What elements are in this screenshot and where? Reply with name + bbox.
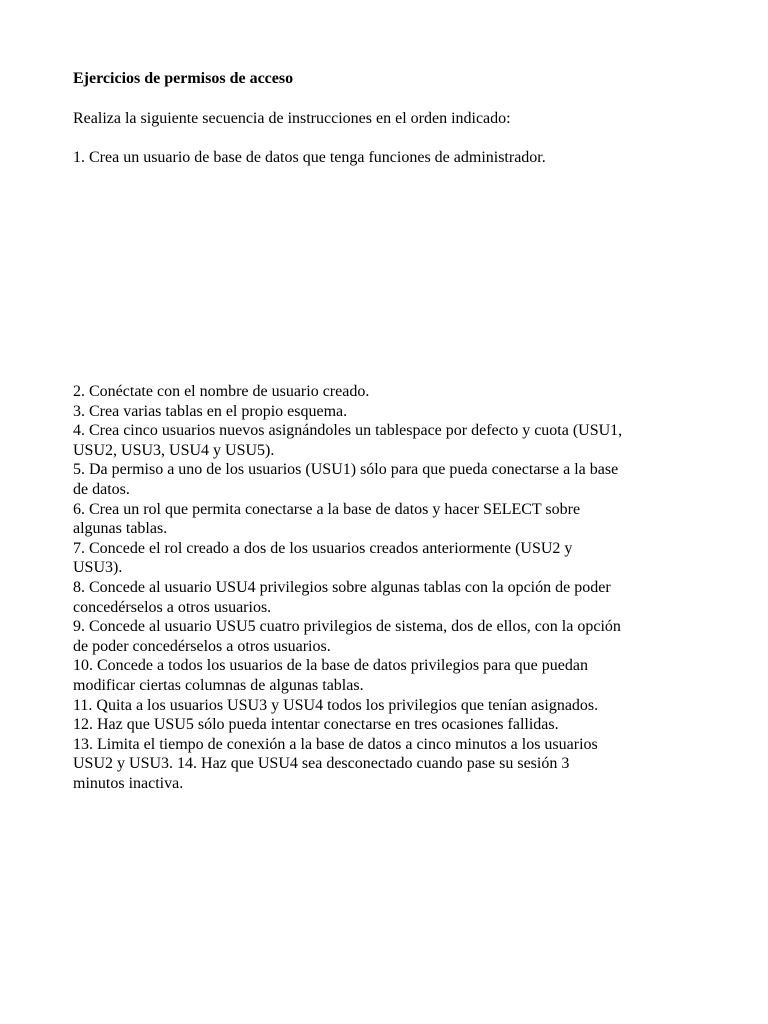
exercise-item-1: 1. Crea un usuario de base de datos que tenga funciones de administrador. [73, 149, 546, 166]
intro-paragraph: Realiza la siguiente secuencia de instrucciones en el orden indicado: [73, 110, 511, 127]
exercise-item-5: 5. Da permiso a uno de los usuarios (USU1) sólo para que pueda conectarse a la base de datos. [73, 461, 619, 498]
exercise-item-12: 12. Haz que USU5 sólo pueda intentar conectarse en tres ocasiones fallidas. [73, 716, 559, 734]
document-title: Ejercicios de permisos de acceso [73, 70, 294, 87]
exercise-item-2: 2. Conéctate con el nombre de usuario creado. [73, 383, 370, 400]
exercise-item-13-14: 13. Limita el tiempo de conexión a la base de datos a cinco minutos a los usuarios USU2 y USU3. 14. Haz que USU4 sea desconectado cuando pase su sesión 3 minutos inactiva. [73, 735, 598, 792]
exercise-item-11: 11. Quita a los usuarios USU3 y USU4 todos los privilegios que tenían asignados. [73, 696, 599, 714]
exercise-item-6: 6. Crea un rol que permita conectarse a la base de datos y hacer SELECT sobre algunas tablas. [73, 500, 581, 538]
exercise-item-7: 7. Concede el rol creado a dos de los usuarios creados anteriormente (USU2 y USU3). [73, 539, 573, 577]
exercise-item-9: 9. Concede al usuario USU5 cuatro privilegios de sistema, dos de ellos, con la opción de poder concedérselos a otros usuarios. [73, 618, 621, 655]
exercise-item-8: 8. Concede al usuario USU4 privilegios sobre algunas tablas con la opción de poder concedérselos a otros usuarios. [73, 578, 611, 616]
exercise-item-4: 4. Crea cinco usuarios nuevos asignándoles un tablespace por defecto y cuota (USU1, USU2, USU3, USU4 y USU5). [73, 422, 623, 459]
exercise-item-3: 3. Crea varias tablas en el propio esquema. [73, 402, 348, 420]
exercise-item-10: 10. Concede a todos los usuarios de la base de datos privilegios para que puedan modificar ciertas columnas de algunas tablas. [73, 657, 588, 694]
exercise-list [73, 382, 698, 793]
